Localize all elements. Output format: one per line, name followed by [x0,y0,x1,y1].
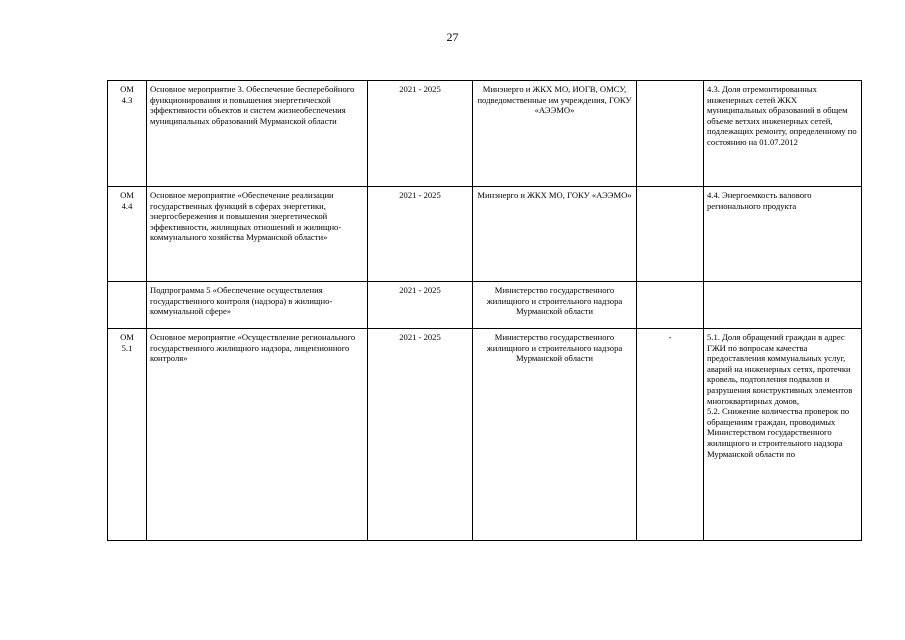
code-line: 4.3 [121,94,133,105]
row-indicator [704,282,862,329]
row-indicator: 4.4. Энергоемкость валового регионального продукта [704,187,862,282]
row-extra [637,81,704,187]
indicator-item: 5.2. Снижение количества проверок по обращениям граждан, проводимых Министерством государственного жилищного и строительного надзора Мурманской области по [707,406,850,459]
row-executor: Минэнерго и ЖКХ МО, ИОГВ, ОМСУ, подведомственные им учреждения, ГОКУ «АЭЭМО» [473,81,637,187]
row-description: Основное мероприятие «Осуществление регионального государственного жилищного надзора, лицензионного контроля» [147,329,368,541]
code-line: ОМ [120,332,134,342]
code-line: ОМ [120,190,134,200]
row-period: 2021 - 2025 [368,282,473,329]
indicator-item: 5.1. Доля обращений граждан в адрес ГЖИ по вопросам качества предоставления коммунальных услуг, аварий на инженерных сетях, протечки кровель, подтопления подвалов и разрушения конструктивных элементов многоквартирных домов, [707,332,853,406]
row-period: 2021 - 2025 [368,187,473,282]
row-executor: Министерство государственного жилищного и строительного надзора Мурманской области [473,282,637,329]
row-code [108,81,147,187]
table-row [108,282,862,329]
row-extra [637,282,704,329]
row-indicator: 4.3. Доля отремонтированных инженерных сетей ЖКХ муниципальных образований в общем объеме ветхих инженерных сетей, подлежащих ремонту, определенному по состоянию на 01.07.2012 [704,81,862,187]
page-number: 27 [446,30,459,44]
code-line: 4.4 [121,200,133,211]
code-line: 5.1 [121,342,133,353]
table-row [108,187,862,282]
row-code [108,282,147,329]
row-extra [637,187,704,282]
row-description: Основное мероприятие «Обеспечение реализации государственных функций в сферах энергетики, энергосбережения и повышения энергетической эффективности, жилищных отношений и жилищно-коммунального хозяйства Мурманской области» [147,187,368,282]
table-row [108,81,862,187]
row-code [108,329,147,541]
row-period: 2021 - 2025 [368,329,473,541]
row-description: Основное мероприятие 3. Обеспечение бесперебойного функционирования и повышения энергетической эффективности объектов и систем жизнеобеспечения муниципальных образований Мурманской области [147,81,368,187]
code-line: ОМ [120,84,134,94]
row-indicator [704,329,862,541]
row-code [108,187,147,282]
row-executor: Минэнерго и ЖКХ МО, ГОКУ «АЭЭМО» [473,187,637,282]
program-table [107,80,862,541]
row-extra: - [637,329,704,541]
row-period: 2021 - 2025 [368,81,473,187]
row-executor: Министерство государственного жилищного и строительного надзора Мурманской области [473,329,637,541]
table-row [108,329,862,541]
row-description: Подпрограмма 5 «Обеспечение осуществления государственного контроля (надзора) в жилищно-коммунальной сфере» [147,282,368,329]
